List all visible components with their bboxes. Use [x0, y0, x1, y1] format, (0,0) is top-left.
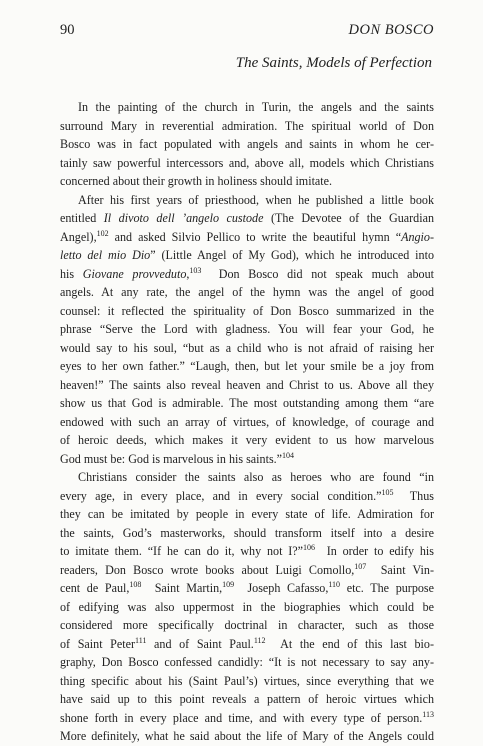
text-line: to imitate them. “If he can do it, why not I?”$^{106}$ In order to edify his — [60, 542, 434, 558]
text-line: would say to his soul, “but as a child who is not afraid of raising her — [60, 340, 434, 355]
text-line: angels. At any rate, the angel of the hymn was the angel of good — [60, 285, 434, 299]
text-line: Angel),$^{102}$ and asked Silvio Pellico to write the beautiful hymn “Angio- — [60, 228, 434, 244]
text-line: surround Mary in reverential admiration. The spiritual world of Don — [60, 118, 434, 133]
text-line: of edifying was also uppermost in the biographies which could be — [60, 599, 434, 614]
text-line: Christians consider the saints also as heroes who are found “in — [78, 470, 434, 484]
section-title: The Saints, Models of Perfection — [235, 55, 432, 71]
text-line: graphy, Don Bosco confessed candidly: “It is not necessary to say any- — [60, 655, 434, 669]
text-line: In the painting of the church in Turin, the angels and the saints — [78, 100, 434, 114]
running-title: DON BOSCO — [348, 22, 434, 38]
text-line: the saints, God’s masterworks, should transform itself into a desire — [60, 525, 434, 540]
text-line: every age, in every place, and in every social condition.”$^{105}$ Thus — [60, 487, 434, 503]
text-line: entitled Il divoto dell ’angelo custode (The Devotee of the Guardian — [60, 211, 434, 225]
text-line: phrase “Serve the Lord with gladness. You will fear your God, he — [60, 322, 434, 336]
text-line: of heroic deeds, which makes it very evident to us how marvelous — [60, 433, 434, 447]
text-line: considered more specifically doctrinal in character, such as those — [60, 618, 434, 632]
text-line: thing specific about his (Saint Paul’s) virtues, since everything that we — [60, 673, 434, 688]
text-line: of Saint Peter$^{111}$ and of Saint Paul.$^{112}$ At the end of this last bio- — [60, 635, 434, 651]
text-line: After his first years of priesthood, when he published a little book — [78, 192, 434, 207]
text-line: readers, Don Bosco wrote books about Luigi Comollo,$^{107}$ Saint Vin- — [60, 561, 434, 577]
text-line: have said up to this point reveals a pattern of heroic virtues which — [60, 692, 434, 706]
text-line: letto del mio Dio” (Little Angel of My God), which he introduced into — [60, 248, 434, 262]
text-line: shone forth in every place and time, and with every type of person.$^{113}$ — [60, 709, 434, 725]
text-line: they can be imitated by people in every state of life. Admiration for — [60, 507, 434, 521]
text-line: eyes to her own father.” “Laugh, then, but let your smile be a joy from — [60, 359, 434, 373]
text-line: God must be: God is marvelous in his saints.”$^{104}$ — [60, 450, 295, 466]
text-line: More definitely, what he said about the life of Mary of the Angels could — [60, 729, 434, 743]
page-number: 90 — [60, 22, 75, 38]
text-line: show us that God is admirable. The most outstanding among them “are — [60, 396, 434, 410]
text-line: cent de Paul,$^{108}$ Saint Martin,$^{109}$ Joseph Cafasso,$^{110}$ etc. The purpose — [60, 579, 434, 595]
text-line: tainly saw powerful intercessors and, above all, models which Christians — [60, 155, 434, 170]
text-line: endowed with such an array of virtues, of knowledge, of courage and — [60, 414, 434, 429]
text-line: counsel: it reflected the spirituality of Don Bosco summarized in the — [60, 303, 434, 318]
text-line: his Giovane provveduto,$^{103}$ Don Bosco did not speak much about — [60, 265, 434, 281]
text-line: concerned about their growth in holiness should imitate. — [60, 174, 333, 188]
text-line: heaven!” The saints also reveal heaven and Christ to us. Above all they — [60, 377, 434, 392]
page-header — [60, 22, 434, 42]
text-line: Bosco was in fact populated with angels and saints in whom he cer- — [60, 137, 434, 151]
body-text — [60, 98, 434, 746]
